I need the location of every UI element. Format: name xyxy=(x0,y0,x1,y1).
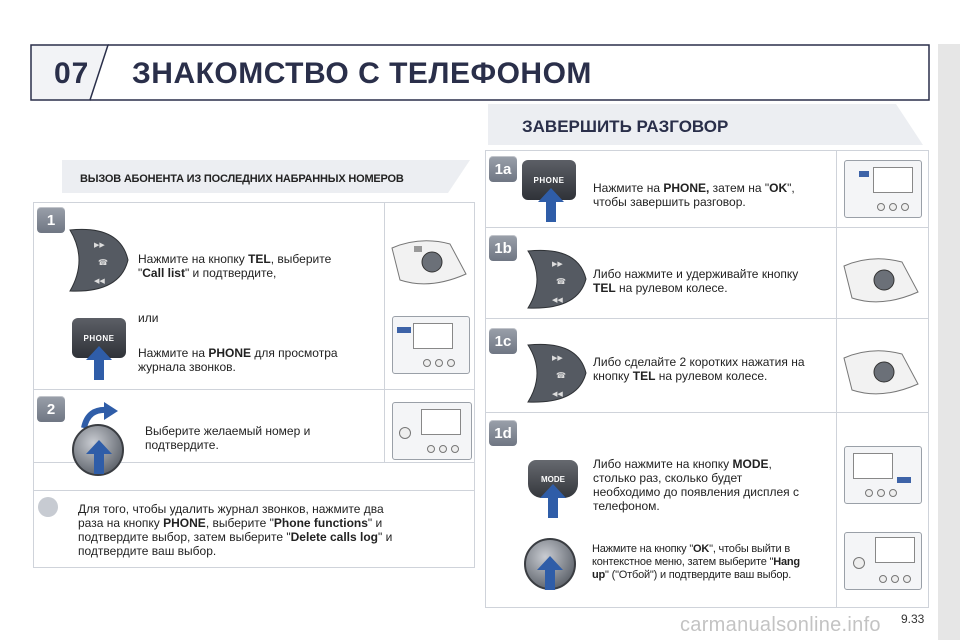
left-divider-1 xyxy=(33,389,475,390)
svg-text:▶▶: ▶▶ xyxy=(552,355,563,362)
chapter-title: ЗНАКОМСТВО С ТЕЛЕФОНОМ xyxy=(132,57,592,90)
arrow-up-icon xyxy=(537,556,563,590)
steering-wheel-thumbnail xyxy=(390,234,470,290)
steering-stalk-icon xyxy=(518,340,588,406)
watermark: carmanualsonline.info xyxy=(680,614,881,636)
tip-line2: раза на кнопку PHONE, выберите "Phone functions" и xyxy=(78,516,383,530)
svg-text:◀◀: ◀◀ xyxy=(552,391,563,398)
right-panel-vdivider xyxy=(836,150,837,608)
left-panel-vdivider xyxy=(384,202,385,462)
right-divider-2 xyxy=(485,318,929,319)
step-2-badge: 2 xyxy=(37,396,65,422)
arrow-up-icon xyxy=(538,188,564,222)
tip-line3: подтвердите выбор, затем выберите "Delete calls log" и xyxy=(78,530,393,544)
svg-text:☎: ☎ xyxy=(98,258,108,267)
step1a-line1: Нажмите на PHONE, затем на "OK", xyxy=(593,181,795,195)
step1d-ok-line3: up" ("Отбой") и подтвердите ваш выбор. xyxy=(592,569,792,581)
step1-line1: Нажмите на кнопку TEL, выберите xyxy=(138,252,332,266)
step-1b-badge: 1b xyxy=(489,235,517,261)
arrow-up-icon xyxy=(86,440,112,474)
step1a-line2: чтобы завершить разговор. xyxy=(593,195,746,209)
step1-phone-line1: Нажмите на PHONE для просмотра xyxy=(138,346,338,360)
right-section-title: ЗАВЕРШИТЬ РАЗГОВОР xyxy=(522,117,729,136)
step1c-line2: кнопку TEL на рулевом колесе. xyxy=(593,369,768,383)
mode-key-icon: MODE xyxy=(528,460,578,498)
step1d-ok-line1: Нажмите на кнопку "OK", чтобы выйти в xyxy=(592,543,790,555)
step-1c-badge: 1c xyxy=(489,328,517,354)
svg-text:◀◀: ◀◀ xyxy=(552,297,563,304)
right-divider-3 xyxy=(485,412,929,413)
step1-phone-line2: журнала звонков. xyxy=(138,360,236,374)
page-number: 9.33 xyxy=(901,612,925,626)
svg-text:◀◀: ◀◀ xyxy=(94,278,105,285)
tip-lightbulb-icon xyxy=(38,497,58,517)
step1b-line2: TEL на рулевом колесе. xyxy=(593,281,728,295)
step-1d-badge: 1d xyxy=(489,420,517,446)
step1d-line3: необходимо до появления дисплея с xyxy=(593,485,800,499)
step2-line2: подтвердите. xyxy=(145,438,219,452)
phone-key-icon: PHONE xyxy=(72,318,126,358)
right-divider-1 xyxy=(485,227,929,228)
phone-key-icon: PHONE xyxy=(522,160,576,200)
tip-line4: подтвердите ваш выбор. xyxy=(78,544,217,558)
tip-line1: Для того, чтобы удалить журнал звонков, нажмите два xyxy=(78,502,384,516)
step1d-ok-line2: контекстное меню, затем выберите "Hang xyxy=(592,556,800,568)
svg-text:▶▶: ▶▶ xyxy=(552,261,563,268)
step1d-line4: телефоном. xyxy=(593,499,660,513)
left-section-title: ВЫЗОВ АБОНЕНТА ИЗ ПОСЛЕДНИХ НАБРАННЫХ НОМЕРОВ xyxy=(80,173,404,185)
step1-line2: "Call list" и подтвердите, xyxy=(138,266,277,280)
steering-wheel-thumbnail xyxy=(842,344,922,400)
step2-line1: Выберите желаемый номер и xyxy=(145,424,311,438)
step-1-badge: 1 xyxy=(37,207,65,233)
radio-unit-thumbnail xyxy=(844,160,922,218)
svg-text:▶▶: ▶▶ xyxy=(94,242,105,249)
left-divider-3 xyxy=(33,490,475,491)
svg-text:☎: ☎ xyxy=(556,371,566,380)
radio-unit-thumbnail xyxy=(844,532,922,590)
step-1a-badge: 1a xyxy=(489,156,517,182)
arrow-up-icon xyxy=(86,346,112,380)
radio-unit-thumbnail xyxy=(392,402,472,460)
right-edge-rail xyxy=(938,44,960,640)
radio-unit-thumbnail xyxy=(392,316,470,374)
steering-stalk-icon xyxy=(60,225,130,295)
step1d-line2: столько раз, сколько будет xyxy=(593,471,743,485)
step1-or: или xyxy=(138,311,159,325)
arrow-up-icon xyxy=(540,484,566,518)
step1c-line1: Либо сделайте 2 коротких нажатия на xyxy=(593,355,805,369)
steering-wheel-thumbnail xyxy=(842,252,922,308)
step1b-line1: Либо нажмите и удерживайте кнопку xyxy=(593,267,799,281)
step1d-line1: Либо нажмите на кнопку MODE, xyxy=(593,457,772,471)
radio-unit-thumbnail xyxy=(844,446,922,504)
chapter-number: 07 xyxy=(54,57,90,90)
steering-stalk-icon xyxy=(518,246,588,312)
svg-text:☎: ☎ xyxy=(556,277,566,286)
